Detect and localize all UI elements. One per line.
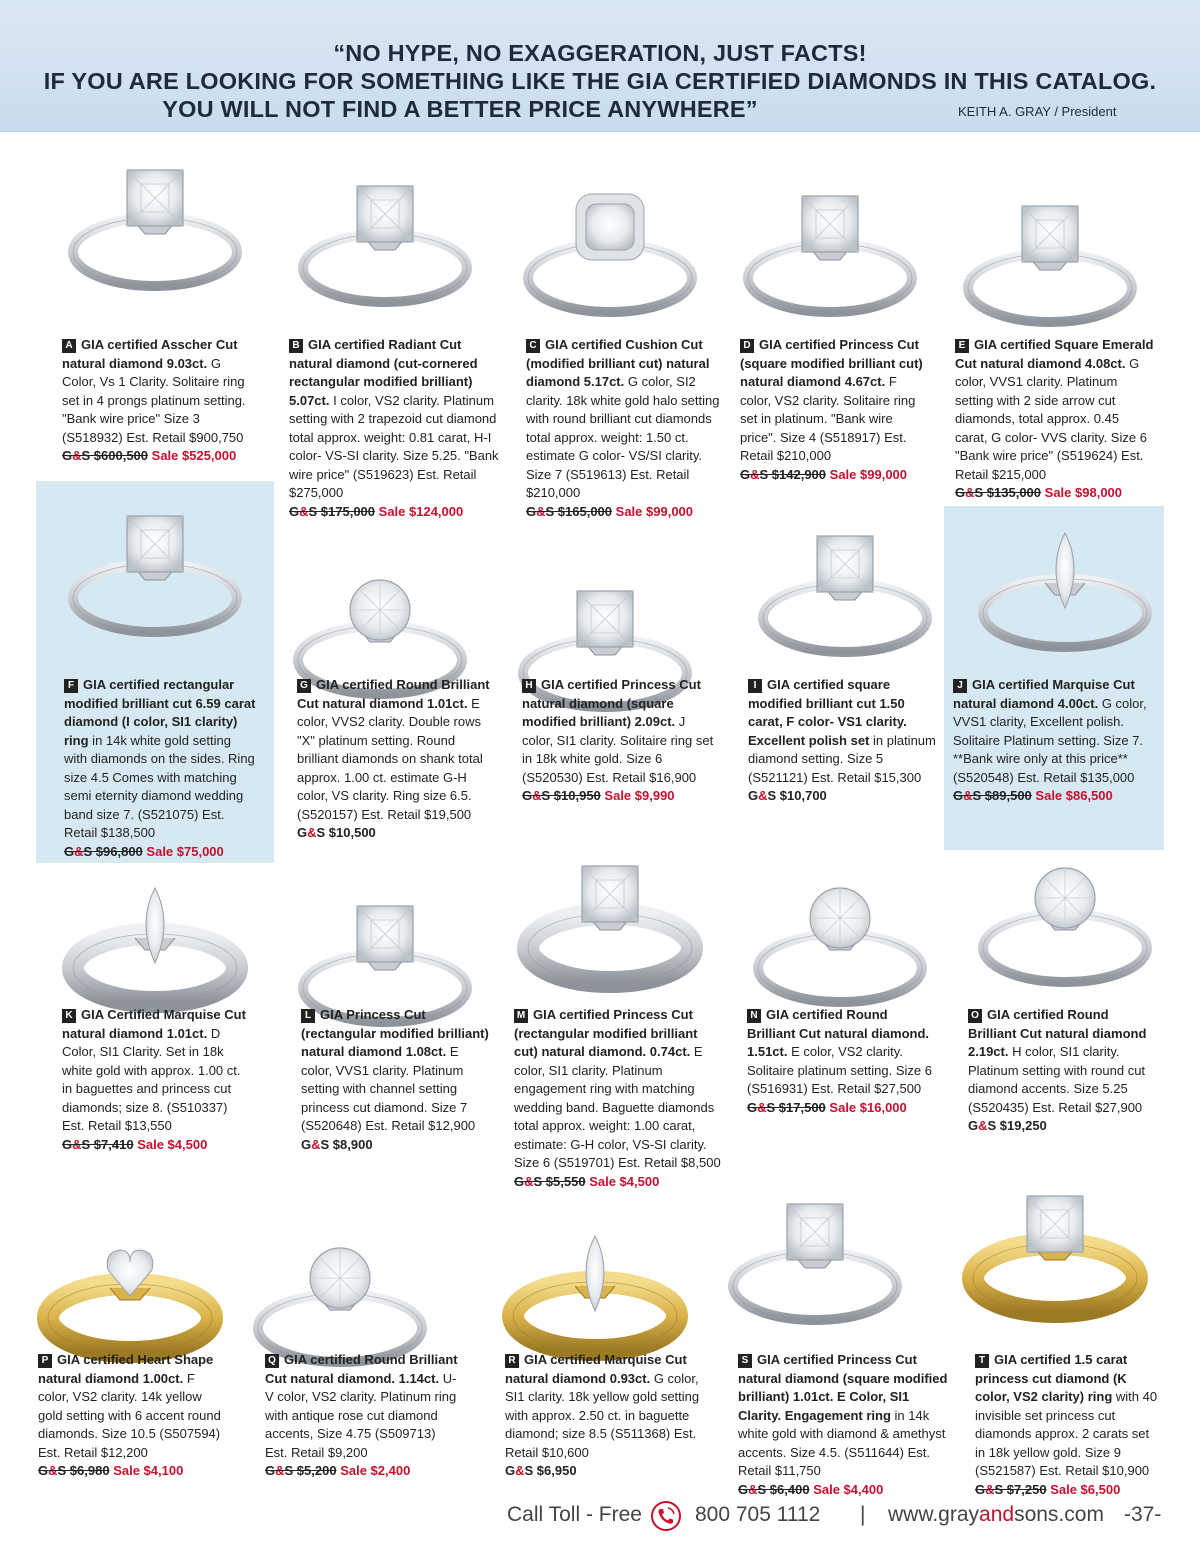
ring-photo (495, 1216, 695, 1366)
item-letter-badge: B (289, 339, 303, 353)
footer-website-link[interactable] (888, 1503, 1104, 1527)
price-gs: G&S $6,950 (505, 1463, 577, 1478)
product-description-p (38, 1351, 226, 1481)
item-letter-badge: M (514, 1009, 528, 1023)
product-title: GIA certified rectangular modified brilliant cut 6.59 carat diamond (I color, SI1 clarity) ring (64, 677, 256, 748)
product-description-e (955, 336, 1155, 503)
price-line (265, 1462, 460, 1481)
item-letter-badge: P (38, 1354, 52, 1368)
price-sale: Sale $525,000 (151, 448, 237, 463)
product-description-g (297, 676, 492, 843)
product-title: GIA certified Marquise Cut natural diamond 0.93ct. (505, 1352, 687, 1386)
price-old: G&S $7,410 (62, 1136, 134, 1152)
price-old: G&S $6,400 (738, 1481, 810, 1497)
item-letter-badge: E (955, 339, 969, 353)
price-old: G&S $5,200 (265, 1463, 337, 1478)
product-title: GIA certified Round Brilliant Cut natural diamond 2.19ct. (968, 1007, 1147, 1059)
headline-line-3: YOU WILL NOT FIND A BETTER PRICE ANYWHERE” (162, 96, 758, 122)
product-details: in platinum diamond setting. Size 5 (S521121) Est. Retail $15,300 (748, 732, 936, 785)
price-line (62, 1136, 252, 1155)
price-old: G&S $6,980 (38, 1463, 110, 1478)
product-title: GIA certified Round Brilliant Cut natural diamond. 1.51ct. (747, 1007, 930, 1059)
product-title: GIA certified Marquise Cut natural diamond 4.00ct. (953, 677, 1135, 711)
product-grid (0, 148, 1200, 1497)
price-line (38, 1462, 226, 1481)
product-description-b (289, 336, 499, 521)
product-details: in 14k white gold with diamond & amethyst accents. Size 4.5. (S511644) Est. Retail $11,750 (738, 1407, 946, 1478)
price-line (740, 466, 930, 485)
price-sale: Sale $4,400 (813, 1481, 884, 1497)
ring-photo (740, 868, 940, 1018)
product-description-f (64, 676, 256, 861)
price-old: G&S $600,500 (62, 448, 149, 463)
product-description-m (514, 1006, 722, 1191)
product-details: E color, VVS2 clarity. Double rows "X" platinum setting. Round brilliant diamonds on shank total approx. 1.00 ct. estimate G-H color, VS clarity. Ring size 6.5. (S520157) Est. Retail $19,500 (297, 695, 483, 822)
footer-separator: | (860, 1503, 866, 1526)
ring-photo (510, 178, 710, 328)
header-banner (0, 0, 1200, 132)
product-description-r (505, 1351, 705, 1481)
product-details: G color, SI1 clarity. 18k yellow gold setting with approx. 2.50 ct. in baguette diamond; size 8.5 (S511368) Est. Retail $10,600 (505, 1370, 700, 1460)
item-letter-badge: I (748, 679, 762, 693)
ring-photo (55, 152, 255, 302)
product-details: H color, SI1 clarity. Platinum setting with round cut diamond accents. Size 5.25 (S520435) Est. Retail $27,900 (968, 1044, 1146, 1115)
ring-photo (745, 518, 945, 668)
price-line (953, 787, 1158, 806)
price-line (522, 787, 717, 806)
footer-call-label: Call Toll - Free (507, 1503, 642, 1526)
item-letter-badge: N (747, 1009, 761, 1023)
price-gs: G&S $19,250 (968, 1118, 1047, 1133)
price-sale: Sale $86,500 (1035, 788, 1113, 803)
price-line (62, 447, 252, 466)
price-old: G&S $175,000 (289, 503, 376, 519)
price-line (514, 1173, 722, 1192)
price-sale: Sale $124,000 (378, 503, 464, 519)
item-letter-badge: T (975, 1354, 989, 1368)
headline-line-1: “NO HYPE, NO EXAGGERATION, JUST FACTS! (333, 40, 867, 66)
price-line (738, 1481, 953, 1500)
product-details: J color, SI1 clarity. Solitaire ring set in 18k white gold. Size 6 (S520530) Est. Retail $16,900 (522, 714, 714, 785)
price-sale: Sale $2,400 (340, 1463, 411, 1478)
item-letter-badge: L (301, 1009, 315, 1023)
product-title: GIA Princess Cut (rectangular modified brilliant) natural diamond 1.08ct. (301, 1007, 489, 1059)
price-sale: Sale $98,000 (1044, 485, 1123, 500)
footer (500, 1500, 1200, 1534)
product-details: D Color, SI1 Clarity. Set in 18k white gold with approx. 1.00 ct. in baguettes and princess cut diamonds; size 8. (S510337) Est. Retail $13,550 (62, 1025, 241, 1133)
product-title: GIA certified Princess Cut (square modified brilliant cut) natural diamond 4.67ct. (740, 337, 923, 389)
price-gs: G&S $10,700 (748, 788, 827, 803)
product-title: GIA certified Asscher Cut natural diamond 9.03ct. (62, 337, 238, 371)
product-description-l (301, 1006, 491, 1154)
product-details: F color, VS2 clarity. 14k yellow gold setting with 6 accent round diamonds. Size 10.5 (S507594) Est. Retail $12,200 (38, 1370, 221, 1460)
product-details: G color, SI2 clarity. 18k white gold halo setting with round brilliant cut diamonds total approx. weight: 1.50 ct. estimate G color- VS/SI clarity. Size 7 (S519613) Est. Retail $210,000 (526, 374, 720, 500)
item-letter-badge: G (297, 679, 311, 693)
product-description-c (526, 336, 721, 521)
item-letter-badge: H (522, 679, 536, 693)
web-post: sons.com (1014, 1503, 1104, 1526)
product-description-o (968, 1006, 1158, 1136)
item-letter-badge: K (62, 1009, 76, 1023)
price-old: G&S $142,900 (740, 466, 827, 482)
item-letter-badge: A (62, 339, 76, 353)
price-line (64, 843, 256, 862)
price-line (975, 1481, 1160, 1500)
web-and: and (979, 1503, 1015, 1526)
price-old: G&S $17,500 (747, 1099, 826, 1115)
price-old: G&S $96,800 (64, 843, 143, 859)
item-letter-badge: J (953, 679, 967, 693)
price-line (955, 484, 1155, 503)
signature: KEITH A. GRAY / President (958, 104, 1117, 119)
product-description-a (62, 336, 252, 466)
ring-photo (965, 513, 1165, 663)
price-sale: Sale $99,000 (615, 503, 694, 519)
price-old: G&S $89,500 (953, 788, 1032, 803)
ring-photo (55, 498, 255, 648)
product-description-d (740, 336, 930, 484)
product-description-i (748, 676, 938, 806)
product-details: in 14k white gold setting with diamonds on the sides. Ring size 4.5 Comes with matching semi eternity diamond wedding band size 7. (S521075) Est. Retail $138,500 (64, 732, 255, 840)
product-title: GIA certified Princess Cut natural diamond (square modified brilliant) 1.01ct. E Color, SI1 Clarity. Engagement ring (738, 1352, 948, 1423)
ring-photo (950, 188, 1150, 338)
product-description-s (738, 1351, 953, 1499)
product-title: GIA certified Round Brilliant Cut natural diamond 1.01ct. (297, 677, 490, 711)
product-description-k (62, 1006, 252, 1154)
price-old: G&S $135,000 (955, 485, 1042, 500)
item-letter-badge: S (738, 1354, 752, 1368)
price-sale: Sale $9,990 (604, 788, 675, 803)
product-description-n (747, 1006, 937, 1117)
price-sale: Sale $16,000 (829, 1099, 907, 1115)
price-sale: Sale $4,500 (589, 1173, 660, 1189)
product-description-j (953, 676, 1158, 806)
ring-photo (730, 178, 930, 328)
item-letter-badge: C (526, 339, 540, 353)
price-sale: Sale $75,000 (146, 843, 224, 859)
footer-phone-number[interactable]: 800 705 1112 (695, 1503, 821, 1526)
item-letter-badge: Q (265, 1354, 279, 1368)
product-details: E color, VVS1 clarity. Platinum setting with channel setting princess cut diamond. Size 7 (S520648) Est. Retail $12,900 (301, 1044, 476, 1133)
page-number: -37- (1124, 1503, 1162, 1526)
price-line (526, 503, 721, 522)
ring-photo (285, 168, 485, 318)
price-old: G&S $10,950 (522, 788, 601, 803)
ring-photo (55, 868, 255, 1018)
product-title: GIA certified Princess Cut (rectangular modified brilliant cut) natural diamond. 0.74ct. (514, 1007, 698, 1059)
product-title: GIA certified square modified brilliant cut 1.50 carat, F color- VS1 clarity. Excellent polish set (748, 677, 907, 748)
ring-photo (715, 1186, 915, 1336)
product-details: G color, VVS1 clarity, Excellent polish. Solitaire Platinum setting. Size 7. **Bank wire only at this price** (S520548) Est. Retail $135,000 (953, 695, 1147, 785)
price-gs: G&S $10,500 (297, 825, 376, 840)
price-old: G&S $7,250 (975, 1481, 1047, 1497)
price-sale: Sale $99,000 (829, 466, 908, 482)
product-description-q (265, 1351, 460, 1481)
product-description-t (975, 1351, 1160, 1499)
ring-photo (965, 848, 1165, 998)
product-title: GIA certified Princess Cut natural diamond (square modified brilliant) 2.09ct. (522, 677, 701, 729)
product-details: G Color, Vs 1 Clarity. Solitaire ring set in 4 prongs platinum setting. "Bank wire price" Size 3 (S518932) Est. Retail $900,750 (62, 355, 246, 445)
item-letter-badge: R (505, 1354, 519, 1368)
product-details: F color, VS2 clarity. Solitaire ring set in platinum. "Bank wire price". Size 4 (S518917) Est. Retail $210,000 (740, 374, 916, 463)
product-details: G color, VVS1 clarity. Platinum setting with 2 side arrow cut diamonds, total approx. 0.45 carat, G color- VVS clarity. Size 6 "Bank wire price" (S519624) Est. Retail $215,000 (955, 355, 1147, 482)
price-line (747, 1099, 937, 1118)
price-old: G&S $5,550 (514, 1173, 586, 1189)
price-sale: Sale $4,100 (113, 1463, 184, 1478)
product-title: GIA Certified Marquise Cut natural diamond 1.01ct. (62, 1007, 246, 1041)
web-pre: www.gray (888, 1503, 980, 1526)
price-sale: Sale $6,500 (1050, 1481, 1121, 1497)
product-title: GIA certified 1.5 carat princess cut diamond (K color, VS2 clarity) ring (975, 1352, 1128, 1404)
product-details: with 40 invisible set princess cut diamonds approx. 2 carats set in 18k yellow gold. Size 9 (S521587) Est. Retail $10,900 (975, 1389, 1158, 1478)
ring-photo (510, 848, 710, 998)
product-description-h (522, 676, 717, 806)
product-title: GIA certified Heart Shape natural diamond 1.00ct. (38, 1352, 214, 1386)
item-letter-badge: F (64, 679, 78, 693)
item-letter-badge: D (740, 339, 754, 353)
product-details: E color, VS2 clarity. Solitaire platinum setting. Size 6 (S516931) Est. Retail $27,500 (747, 1044, 932, 1096)
phone-icon (650, 1500, 682, 1532)
product-title: GIA certified Square Emerald Cut natural diamond 4.08ct. (955, 337, 1154, 371)
product-title: GIA certified Cushion Cut (modified brilliant cut) natural diamond 5.17ct. (526, 337, 710, 389)
product-title: GIA certified Round Brilliant Cut natural diamond. 1.14ct. (265, 1352, 458, 1386)
price-line (289, 503, 499, 522)
product-details: E color, SI1 clarity. Platinum engagement ring with matching wedding band. Baguette diamonds total approx. weight: 1.00 carat, estimate: G-H color, VS-SI clarity. Size 6 (S519701) Est. Retail $8,500 (514, 1044, 721, 1170)
headline-line-2: IF YOU ARE LOOKING FOR SOMETHING LIKE THE GIA CERTIFIED DIAMONDS IN THIS CATALOG. (43, 68, 1157, 94)
product-title: GIA certified Radiant Cut natural diamond (cut-cornered rectangular modified brilliant) 5.07ct. (289, 337, 478, 408)
price-sale: Sale $4,500 (137, 1136, 208, 1152)
ring-photo (955, 1178, 1155, 1328)
ring-photo (30, 1218, 230, 1368)
price-gs: G&S $8,900 (301, 1136, 373, 1152)
product-details: U-V color, VS2 clarity. Platinum ring with antique rose cut diamond accents, Size 4.75 (S509713) Est. Retail $9,200 (265, 1370, 457, 1460)
item-letter-badge: O (968, 1009, 982, 1023)
price-old: G&S $165,000 (526, 503, 613, 519)
product-details: I color, VS2 clarity. Platinum setting with 2 trapezoid cut diamond total approx. weight: 0.81 carat, H-I color- VS-SI clarity. Size 5.25. "Bank wire price" (S519623) Est. Retail $275,000 (289, 392, 499, 500)
